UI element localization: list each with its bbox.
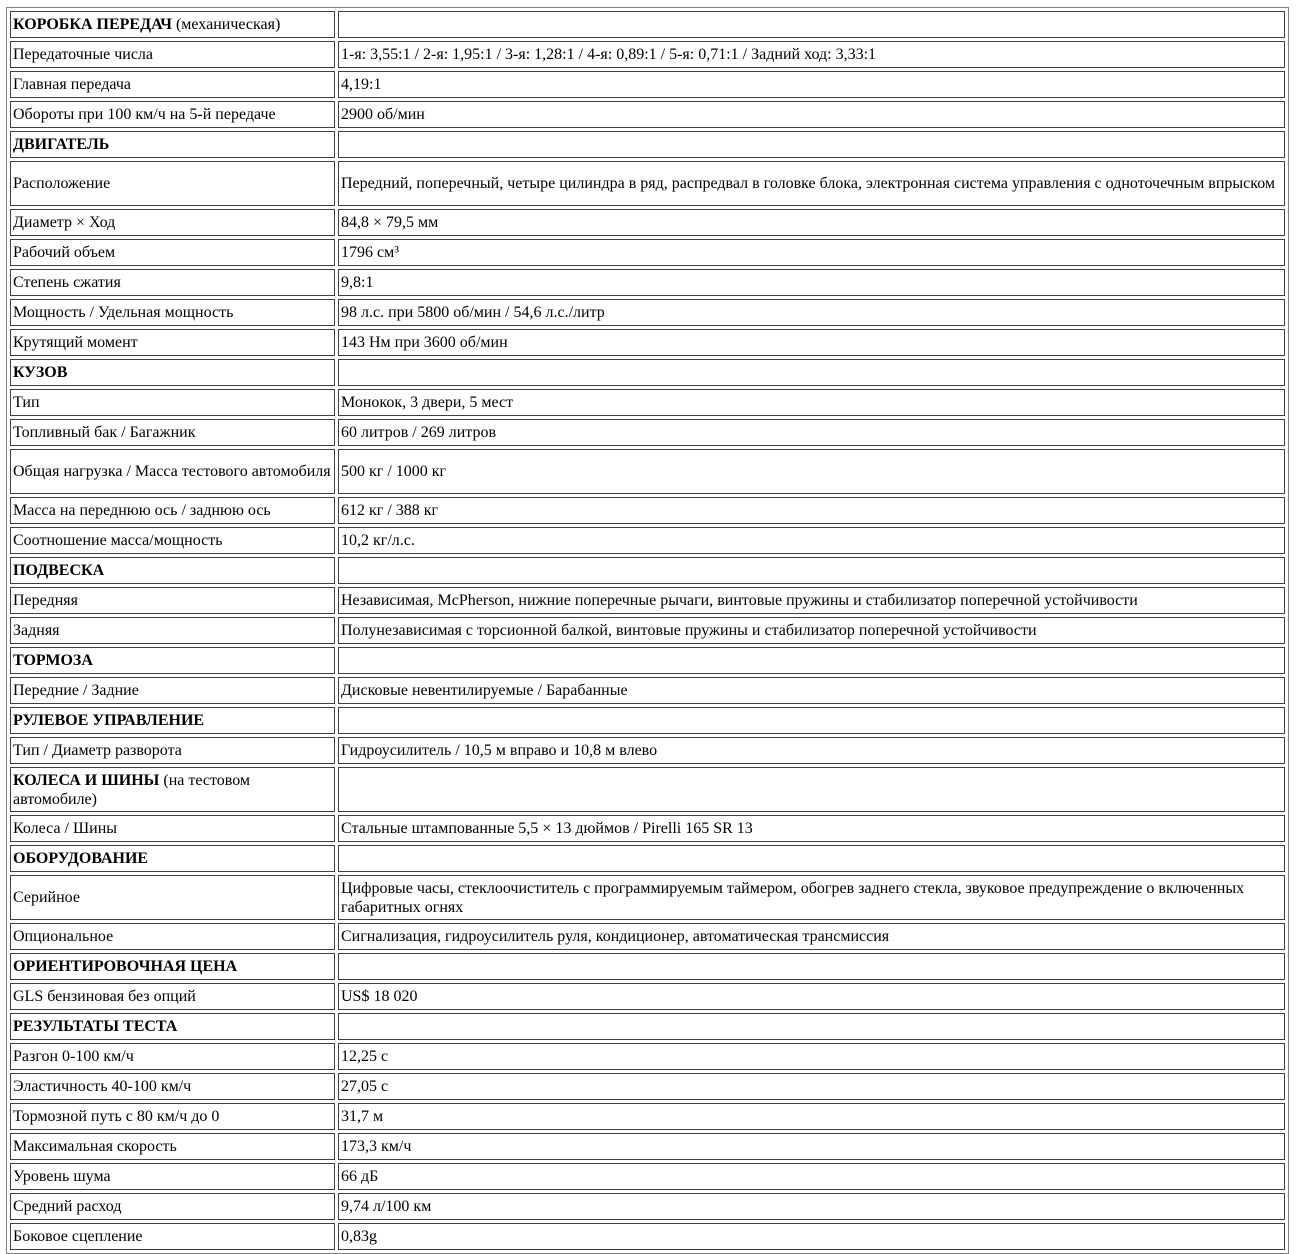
- spec-value: Дисковые невентилируемые / Барабанные: [341, 682, 628, 699]
- spec-label: Рабочий объем: [13, 244, 116, 261]
- spec-label-cell: [10, 677, 335, 704]
- spec-label-cell: [10, 1043, 335, 1070]
- spec-row: [10, 497, 1285, 524]
- spec-value: 60 литров / 269 литров: [341, 424, 497, 441]
- spec-row: [10, 1133, 1285, 1160]
- spec-value: Независимая, McPherson, нижние поперечные рычаги, винтовые пружины и стабилизатор поперечной устойчивости: [341, 592, 1138, 609]
- section-header-row: [10, 131, 1285, 158]
- spec-row: [10, 677, 1285, 704]
- spec-label: Диаметр × Ход: [13, 214, 116, 231]
- spec-label-cell: [10, 449, 335, 494]
- spec-label: Степень сжатия: [13, 274, 121, 291]
- spec-value: Гидроусилитель / 10,5 м вправо и 10,8 м влево: [341, 742, 658, 759]
- section-empty-cell: [338, 131, 1285, 158]
- spec-row: [10, 1163, 1285, 1190]
- spec-label: Крутящий момент: [13, 334, 138, 351]
- spec-row: [10, 815, 1285, 842]
- section-title-cell: [10, 767, 335, 812]
- spec-value: 173,3 км/ч: [341, 1138, 412, 1155]
- spec-label: Серийное: [13, 889, 80, 906]
- section-empty-cell: [338, 767, 1285, 812]
- section-title: ТОРМОЗА: [13, 652, 93, 669]
- spec-value: 10,2 кг/л.с.: [341, 532, 415, 549]
- spec-label: Эластичность 40-100 км/ч: [13, 1078, 192, 1095]
- section-title-cell: [10, 359, 335, 386]
- section-title: КУЗОВ: [13, 364, 68, 381]
- spec-row: [10, 527, 1285, 554]
- section-empty-cell: [338, 359, 1285, 386]
- spec-label-cell: [10, 587, 335, 614]
- spec-label: Тип / Диаметр разворота: [13, 742, 182, 759]
- spec-value: 27,05 с: [341, 1078, 389, 1095]
- spec-row: [10, 101, 1285, 128]
- spec-value: 1-я: 3,55:1 / 2-я: 1,95:1 / 3-я: 1,28:1 / 4-я: 0,89:1 / 5-я: 0,71:1 / Задний ход: 3,33:1: [341, 46, 877, 63]
- spec-value-cell: [338, 161, 1285, 206]
- spec-label-cell: [10, 1133, 335, 1160]
- spec-label: Главная передача: [13, 76, 132, 93]
- spec-value-cell: [338, 239, 1285, 266]
- spec-label: Тормозной путь с 80 км/ч до 0: [13, 1108, 220, 1125]
- section-header-row: [10, 1013, 1285, 1040]
- spec-value: US$ 18 020: [341, 988, 418, 1005]
- section-empty-cell: [338, 1013, 1285, 1040]
- spec-row: [10, 1223, 1285, 1250]
- section-title-note: (на тестовом автомобиле): [13, 771, 251, 808]
- spec-label-cell: [10, 737, 335, 764]
- spec-row: [10, 737, 1285, 764]
- spec-value-cell: [338, 1043, 1285, 1070]
- spec-value-cell: [338, 1133, 1285, 1160]
- spec-label: Расположение: [13, 175, 111, 192]
- spec-value: Монокок, 3 двери, 5 мест: [341, 394, 514, 411]
- spec-value: 0,83g: [341, 1228, 377, 1245]
- spec-value: Передний, поперечный, четыре цилиндра в ряд, распредвал в головке блока, электронная система управления с одноточечным впрыском: [341, 175, 1276, 192]
- spec-value-cell: [338, 1163, 1285, 1190]
- spec-value-cell: [338, 677, 1285, 704]
- spec-value-cell: [338, 71, 1285, 98]
- section-title: КОЛЕСА И ШИНЫ: [13, 771, 160, 789]
- spec-value-cell: [338, 875, 1285, 920]
- spec-label: Передняя: [13, 592, 78, 609]
- spec-value: 143 Нм при 3600 об/мин: [341, 334, 508, 351]
- spec-value-cell: [338, 449, 1285, 494]
- spec-label: Передние / Задние: [13, 682, 139, 699]
- spec-row: [10, 299, 1285, 326]
- section-title-cell: [10, 845, 335, 872]
- section-header-row: [10, 557, 1285, 584]
- spec-value: 9,74 л/100 км: [341, 1198, 432, 1215]
- spec-label-cell: [10, 923, 335, 950]
- spec-label-cell: [10, 617, 335, 644]
- section-header-row: [10, 767, 1285, 812]
- spec-label: GLS бензиновая без опций: [13, 988, 196, 1005]
- spec-label-cell: [10, 497, 335, 524]
- spec-value-cell: [338, 1073, 1285, 1100]
- spec-label-cell: [10, 815, 335, 842]
- spec-row: [10, 983, 1285, 1010]
- spec-row: [10, 617, 1285, 644]
- spec-label-cell: [10, 527, 335, 554]
- spec-row: [10, 419, 1285, 446]
- spec-label-cell: [10, 41, 335, 68]
- spec-label-cell: [10, 419, 335, 446]
- spec-value: Цифровые часы, стеклоочиститель с программируемым таймером, обогрев заднего стекла, звуковое предупреждение о включенных габаритных огнях: [341, 879, 1245, 916]
- spec-label-cell: [10, 239, 335, 266]
- spec-value-cell: [338, 497, 1285, 524]
- section-title-cell: [10, 953, 335, 980]
- spec-value-cell: [338, 737, 1285, 764]
- spec-row: [10, 875, 1285, 920]
- spec-value: 1796 см³: [341, 244, 400, 261]
- section-title: РУЛЕВОЕ УПРАВЛЕНИЕ: [13, 712, 205, 729]
- spec-label-cell: [10, 389, 335, 416]
- section-empty-cell: [338, 647, 1285, 674]
- section-header-row: [10, 359, 1285, 386]
- spec-value-cell: [338, 617, 1285, 644]
- spec-row: [10, 449, 1285, 494]
- spec-value-cell: [338, 329, 1285, 356]
- section-empty-cell: [338, 845, 1285, 872]
- spec-value: 612 кг / 388 кг: [341, 502, 439, 519]
- section-title: ПОДВЕСКА: [13, 562, 105, 579]
- spec-value-cell: [338, 923, 1285, 950]
- spec-value-cell: [338, 269, 1285, 296]
- spec-label-cell: [10, 875, 335, 920]
- spec-value: Сигнализация, гидроусилитель руля, кондиционер, автоматическая трансмиссия: [341, 928, 890, 945]
- spec-label-cell: [10, 101, 335, 128]
- spec-label-cell: [10, 299, 335, 326]
- section-title: ДВИГАТЕЛЬ: [13, 136, 110, 153]
- spec-label: Масса на переднюю ось / заднюю ось: [13, 502, 271, 519]
- section-title-cell: [10, 647, 335, 674]
- spec-row: [10, 1103, 1285, 1130]
- spec-value-cell: [338, 1223, 1285, 1250]
- section-header-row: [10, 953, 1285, 980]
- spec-row: [10, 269, 1285, 296]
- section-title-cell: [10, 707, 335, 734]
- specifications-table: [6, 7, 1289, 1254]
- spec-label: Опциональное: [13, 928, 114, 945]
- spec-label-cell: [10, 71, 335, 98]
- spec-value-cell: [338, 299, 1285, 326]
- spec-value-cell: [338, 587, 1285, 614]
- spec-value: 4,19:1: [341, 76, 382, 93]
- section-title: ОРИЕНТИРОВОЧНАЯ ЦЕНА: [13, 958, 238, 975]
- spec-label: Разгон 0-100 км/ч: [13, 1048, 134, 1065]
- spec-row: [10, 209, 1285, 236]
- spec-value-cell: [338, 1103, 1285, 1130]
- spec-value: Стальные штампованные 5,5 × 13 дюймов / Pirelli 165 SR 13: [341, 820, 753, 837]
- spec-label: Боковое сцепление: [13, 1228, 143, 1245]
- spec-label: Задняя: [13, 622, 60, 639]
- spec-row: [10, 587, 1285, 614]
- spec-label: Топливный бак / Багажник: [13, 424, 196, 441]
- spec-row: [10, 41, 1285, 68]
- spec-value: 66 дБ: [341, 1168, 379, 1185]
- spec-value-cell: [338, 41, 1285, 68]
- spec-row: [10, 239, 1285, 266]
- section-title-cell: [10, 557, 335, 584]
- spec-row: [10, 329, 1285, 356]
- spec-value: 98 л.с. при 5800 об/мин / 54,6 л.с./литр: [341, 304, 605, 321]
- spec-value-cell: [338, 527, 1285, 554]
- spec-label-cell: [10, 161, 335, 206]
- specifications-table-body: [10, 11, 1285, 1250]
- section-header-row: [10, 11, 1285, 38]
- section-title-cell: [10, 1013, 335, 1040]
- spec-value: 500 кг / 1000 кг: [341, 463, 447, 480]
- spec-label: Тип: [13, 394, 40, 411]
- spec-value: 84,8 × 79,5 мм: [341, 214, 439, 231]
- section-title-cell: [10, 131, 335, 158]
- spec-row: [10, 71, 1285, 98]
- spec-label: Уровень шума: [13, 1168, 111, 1185]
- section-title: РЕЗУЛЬТАТЫ ТЕСТА: [13, 1018, 178, 1035]
- spec-value-cell: [338, 389, 1285, 416]
- spec-label: Средний расход: [13, 1198, 122, 1215]
- section-title: ОБОРУДОВАНИЕ: [13, 850, 149, 867]
- section-title-cell: [10, 11, 335, 38]
- spec-label-cell: [10, 209, 335, 236]
- spec-row: [10, 1073, 1285, 1100]
- section-header-row: [10, 845, 1285, 872]
- spec-label-cell: [10, 1163, 335, 1190]
- section-empty-cell: [338, 953, 1285, 980]
- spec-value: Полунезависимая с торсионной балкой, винтовые пружины и стабилизатор поперечной устойчивости: [341, 622, 1037, 639]
- spec-row: [10, 389, 1285, 416]
- spec-row: [10, 1043, 1285, 1070]
- spec-value-cell: [338, 419, 1285, 446]
- spec-value-cell: [338, 815, 1285, 842]
- spec-label-cell: [10, 1073, 335, 1100]
- section-title-note: (механическая): [171, 16, 281, 33]
- section-header-row: [10, 647, 1285, 674]
- spec-value: 2900 об/мин: [341, 106, 425, 123]
- spec-label-cell: [10, 329, 335, 356]
- spec-label: Общая нагрузка / Масса тестового автомобиля: [13, 463, 331, 480]
- spec-row: [10, 161, 1285, 206]
- spec-value-cell: [338, 209, 1285, 236]
- section-header-row: [10, 707, 1285, 734]
- section-empty-cell: [338, 557, 1285, 584]
- section-title: КОРОБКА ПЕРЕДАЧ: [13, 16, 172, 33]
- spec-label: Передаточные числа: [13, 46, 153, 63]
- spec-value: 31,7 м: [341, 1108, 384, 1125]
- spec-value-cell: [338, 101, 1285, 128]
- spec-value: 9,8:1: [341, 274, 374, 291]
- spec-label-cell: [10, 269, 335, 296]
- spec-value: 12,25 с: [341, 1048, 389, 1065]
- spec-label: Максимальная скорость: [13, 1138, 177, 1155]
- spec-label-cell: [10, 1223, 335, 1250]
- section-empty-cell: [338, 11, 1285, 38]
- spec-label-cell: [10, 1103, 335, 1130]
- spec-label: Соотношение масса/мощность: [13, 532, 223, 549]
- section-empty-cell: [338, 707, 1285, 734]
- spec-value-cell: [338, 983, 1285, 1010]
- spec-label-cell: [10, 983, 335, 1010]
- spec-label: Колеса / Шины: [13, 820, 118, 837]
- spec-label: Мощность / Удельная мощность: [13, 304, 234, 321]
- spec-row: [10, 923, 1285, 950]
- spec-label: Обороты при 100 км/ч на 5-й передаче: [13, 106, 276, 123]
